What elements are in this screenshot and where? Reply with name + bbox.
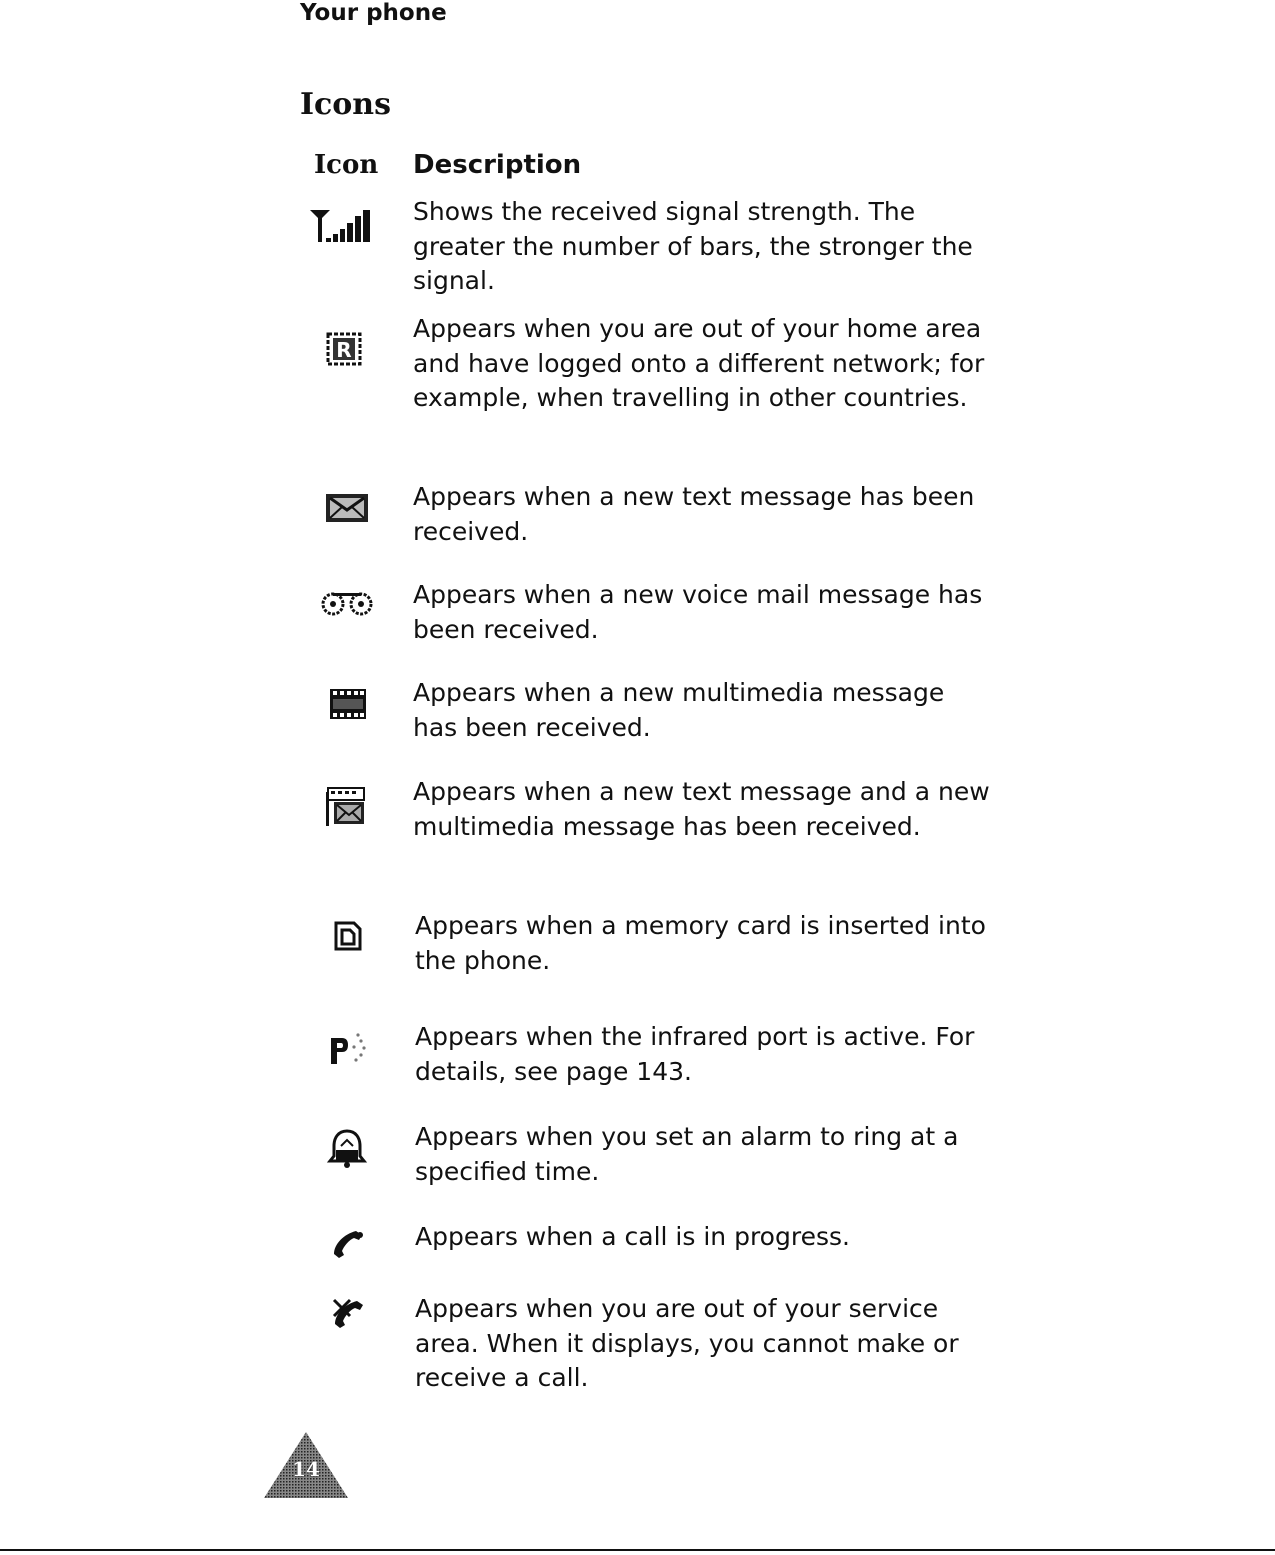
signal-strength-icon	[308, 208, 384, 244]
section-title: Icons	[300, 87, 392, 122]
description-signal-strength: Shows the received signal strength. The greater the number of bars, the stronger the signal.	[413, 197, 973, 295]
description-call-in-progress: Appears when a call is in progress.	[415, 1222, 850, 1251]
text-and-multimedia-message-icon	[324, 786, 368, 828]
alarm-icon	[326, 1128, 368, 1168]
call-in-progress-icon	[330, 1228, 366, 1260]
description-multimedia-message: Appears when a new multimedia message has been received.	[413, 678, 945, 742]
description-alarm: Appears when you set an alarm to ring at a specified time.	[415, 1122, 959, 1186]
page-number: 14	[292, 1457, 320, 1481]
memory-card-icon	[333, 920, 363, 952]
description-text-and-multimedia-message: Appears when a new text message and a new multimedia message has been received.	[413, 777, 990, 841]
description-memory-card: Appears when a memory card is inserted into the phone.	[415, 911, 986, 975]
roaming-icon	[326, 332, 362, 366]
text-message-icon	[324, 492, 370, 524]
infrared-icon	[328, 1030, 368, 1068]
description-no-service: Appears when you are out of your service area. When it displays, you cannot make or receive a call.	[415, 1294, 959, 1392]
column-header-icon: Icon	[314, 150, 379, 180]
running-header: Your phone	[300, 0, 447, 26]
bottom-rule	[0, 1549, 1275, 1551]
multimedia-message-icon	[329, 688, 367, 720]
description-infrared: Appears when the infrared port is active. For details, see page 143.	[415, 1022, 975, 1086]
description-text-message: Appears when a new text message has been received.	[413, 482, 975, 546]
voice-mail-icon	[320, 590, 374, 618]
no-service-icon	[330, 1296, 368, 1332]
svg-text:R: R	[336, 338, 352, 362]
description-voice-mail: Appears when a new voice mail message has been received.	[413, 580, 983, 644]
description-roaming: Appears when you are out of your home area and have logged onto a different network; for example, when travelling in other countries.	[413, 314, 985, 412]
column-header-description: Description	[413, 150, 582, 180]
